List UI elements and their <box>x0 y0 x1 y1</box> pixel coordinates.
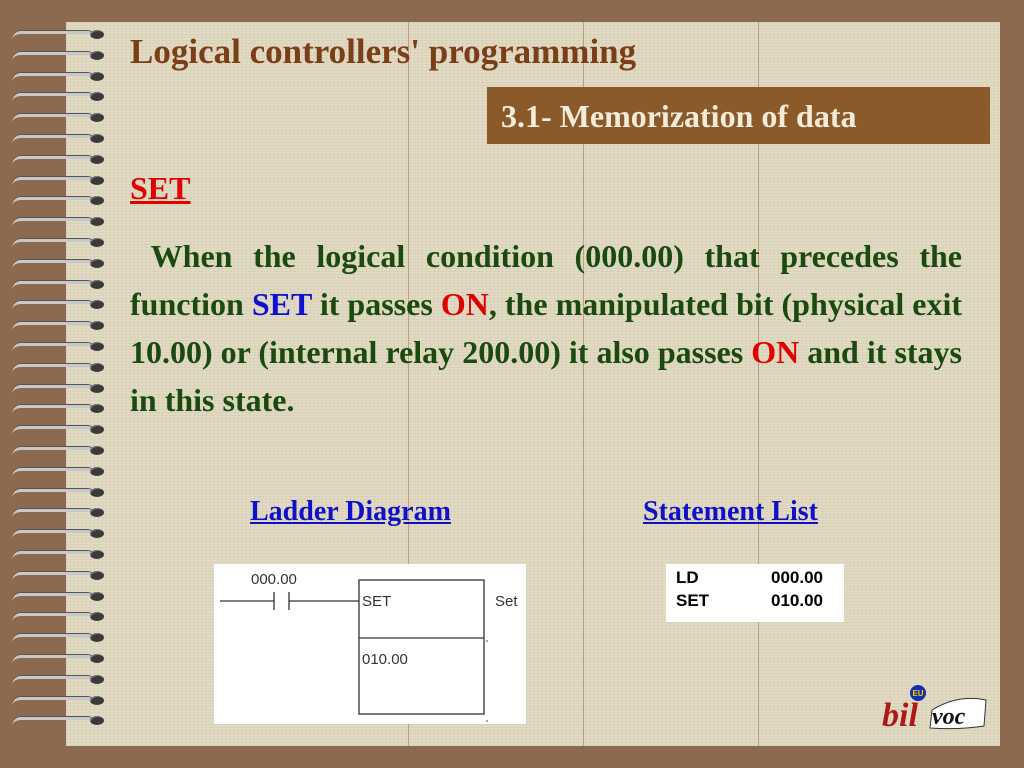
eu-badge-text: EU <box>912 689 924 698</box>
spiral-coil-icon <box>10 259 106 269</box>
spiral-coil-icon <box>10 342 106 352</box>
spiral-coil-icon <box>10 696 106 706</box>
statement-list-box <box>666 564 844 622</box>
spiral-coil-icon <box>10 425 106 435</box>
stl-operation: SET <box>676 591 710 610</box>
spiral-coil-icon <box>10 30 106 40</box>
instruction-operand: 010.00 <box>362 651 408 668</box>
spiral-coil-icon <box>10 550 106 560</box>
spiral-binding-icon <box>10 30 110 740</box>
spiral-coil-icon <box>10 404 106 414</box>
description-paragraph <box>130 232 962 424</box>
paragraph-text: , the manipulated bit (physical exit 10.00) or (internal relay 200.00) it also passes <box>130 286 963 370</box>
spiral-coil-icon <box>10 675 106 685</box>
spiral-coil-icon <box>10 217 106 227</box>
bilvoc-logo <box>880 684 990 734</box>
ladder-diagram-label: Ladder Diagram <box>250 496 451 527</box>
paragraph-text: When the logical condition (000.00) that precedes the function <box>130 238 963 322</box>
logo-mark: voc <box>932 704 966 730</box>
bilvoc-logo-icon <box>880 684 990 734</box>
spiral-coil-icon <box>10 488 106 498</box>
dot-marker <box>486 720 488 722</box>
spiral-coil-icon <box>10 92 106 102</box>
spiral-coil-icon <box>10 571 106 581</box>
stl-operand: 010.00 <box>771 591 823 610</box>
ladder-diagram-svg <box>214 564 526 724</box>
spiral-coil-icon <box>10 176 106 186</box>
spiral-coil-icon <box>10 363 106 373</box>
spiral-coil-icon <box>10 300 106 310</box>
on-keyword: ON <box>751 334 800 370</box>
spiral-coil-icon <box>10 196 106 206</box>
set-keyword: SET <box>251 286 312 322</box>
paragraph-text: it passes <box>311 286 441 322</box>
dot-marker <box>486 640 488 642</box>
statement-list-label: Statement List <box>643 496 818 527</box>
ladder-diagram <box>214 564 526 724</box>
set-heading: SET <box>130 170 191 206</box>
spiral-coil-icon <box>10 592 106 602</box>
section-subtitle: 3.1- Memorization of data <box>487 87 990 144</box>
logo-mark: bil <box>882 697 918 734</box>
spiral-coil-icon <box>10 72 106 82</box>
spiral-coil-icon <box>10 716 106 726</box>
spiral-coil-icon <box>10 446 106 456</box>
stl-operation: LD <box>676 568 699 587</box>
on-keyword: ON <box>440 286 489 322</box>
spiral-coil-icon <box>10 321 106 331</box>
spiral-coil-icon <box>10 155 106 165</box>
contact-address: 000.00 <box>251 571 297 588</box>
spiral-coil-icon <box>10 467 106 477</box>
spiral-coil-icon <box>10 134 106 144</box>
spiral-coil-icon <box>10 508 106 518</box>
spiral-coil-icon <box>10 654 106 664</box>
slide-title: Logical controllers' programming <box>130 32 637 71</box>
spiral-coil-icon <box>10 633 106 643</box>
spiral-coil-icon <box>10 280 106 290</box>
spiral-coil-icon <box>10 51 106 61</box>
spiral-coil-icon <box>10 612 106 622</box>
spiral-coil-icon <box>10 529 106 539</box>
spiral-coil-icon <box>10 384 106 394</box>
instruction-name: SET <box>362 593 392 610</box>
stl-operand: 000.00 <box>771 568 823 587</box>
paragraph-text: and it stays in this state. <box>130 334 963 418</box>
spiral-coil-icon <box>10 238 106 248</box>
spiral-coil-icon <box>10 113 106 123</box>
instruction-side-label: Set <box>495 593 518 610</box>
